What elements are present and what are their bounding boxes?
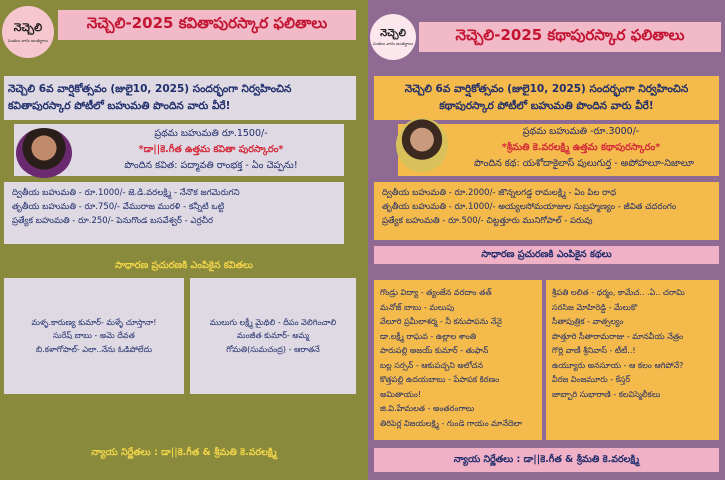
third-prize: తృతీయ బహుమతి - రూ.1000/- అయ్యలసోమయాజుల సుబ్రహ్మణ్యం - జీవిత చదరంగం (382, 202, 677, 212)
winner-photo (396, 118, 448, 172)
intro-line-2: కవితాపురస్కార పోటీలో బహుమతి పొందిన వారు వీరే! (8, 100, 231, 112)
winner-photo (16, 128, 72, 178)
selected-stories-list-2 (546, 280, 719, 440)
intro-line-1: నెచ్చెలి 6వ వార్షికోత్సవం (జులై10, 2025) సందర్భంగా నిర్వహించిన (8, 83, 292, 95)
list-item: ఉయ్యూరు అనసూయ - ఆ కలం ఆగిపోనే? (552, 360, 684, 370)
list-item: గొర్లి వాణీ శ్రీనివాస్ - టీటీ..! (552, 346, 636, 355)
list-item: మంజీత కుమార్- అమ్మ (236, 331, 310, 341)
list-item: సురేష్ బాబు - అమె దేవత (53, 331, 135, 341)
list-item: బల్ల సర్సన్ - ఆకుపచ్చని అలోచన (380, 360, 483, 370)
list-item: జాబ్బారి సుభారాణి - కలవిస్మెలీకలు (552, 389, 661, 399)
story-title: నెచ్చెలి-2025 కథాపురస్కార ఫలితాలు (419, 22, 721, 52)
list-item: తిరిపెర్ల విజయలక్ష్మి - గుండె గాయం మానేదెలా (380, 418, 522, 428)
first-prize-label: ప్రథమ బహుమతి -రూ.3000/- (522, 126, 640, 137)
list-item: ములుగు లక్ష్మీ మైథిలి - దీపం వెలిగించాలి (209, 317, 337, 327)
list-item: సీతాపుత్రిక - వాత్సల్యం (552, 317, 624, 326)
story-intro (374, 76, 719, 120)
list-item: పారుపల్లి అజయ్ కుమార్ - తుఫాన్ (380, 346, 489, 355)
other-prizes (4, 182, 344, 244)
winning-story: పొందిన కథ: యశోదాకైలాస్ పులుగుర్త - అపోహలూ-నిజాలూ (474, 158, 694, 169)
judges-credit: న్యాయ నిర్ణేతలు : డా||కె.గీత & శ్రీమతి కె.వరలక్ష్మి (374, 448, 719, 472)
first-prize-label: ప్రథమ బహుమతి రూ.1500/- (154, 128, 268, 139)
list-item: మనోజ్ బాబు - మలుపు (380, 302, 455, 312)
list-item: సరసిజ మోహిరెడ్డి - మేలుకొ (552, 302, 638, 312)
list-item: పొత్తూరి సీతారామరాజు - మానవీయ నేత్రం (552, 331, 684, 341)
list-item: వేలూరి ప్రమీలాశర్మ - నీ కనుపాపను నేనై (380, 317, 502, 326)
list-item: వీరజ వింజమూరు - కేస్తర్ (552, 375, 631, 384)
special-prize: ప్రత్యేక బహుమతి - రూ.250/- పెనుగొండ బసవేశ్వర్ - ఎర్రచీర (12, 216, 214, 226)
magazine-logo (370, 14, 416, 60)
judges-credit: న్యాయ నిర్ణేతలు : డా||కె.గీత & శ్రీమతి కె.వరలక్ష్మి (91, 447, 277, 458)
magazine-logo (2, 6, 54, 58)
selected-poems-heading: సాధారణ ప్రచురణకి ఎంపికైన కవితలు (115, 260, 253, 271)
logo-name: నెచ్చెలి (13, 20, 43, 34)
intro-line-2: కథాపురస్కార పోటీలో బహుమతి పొందిన వారు వీరే! (439, 100, 654, 112)
third-prize: తృతీయ బహుమతి - రూ.750/- వేమురాజ మురళి - కన్నీటి ఒట్టి (12, 202, 225, 212)
award-name: *శ్రీమతి కె.వరలక్ష్మి ఉత్తమ కథాపురస్కారం* (501, 142, 661, 153)
poetry-title: నెచ్చెలి-2025 కవితాపురస్కార ఫలితాలు (58, 10, 356, 40)
other-prizes (374, 182, 719, 240)
selected-poems-list-2 (190, 278, 356, 394)
list-item: జి.వి.హేమలత - అంతరంగాలు (380, 404, 475, 413)
logo-tagline: వంతుల వారం అంతర్జాలం (7, 37, 49, 43)
list-item: డా.లక్ష్మీ రాఘవ - ఉల్లాల శాంతి (380, 331, 477, 341)
list-item: కొత్తపల్లి ఉదయబాబు - పేపాపక కిరణం అమితాయం! (380, 375, 500, 399)
selected-stories-heading: సాధారణ ప్రచురణకి ఎంపికైన కథలు (374, 246, 719, 264)
poetry-intro (4, 76, 356, 120)
winning-poem: పొందిన కవిత: పద్మావతి రాంభక్త - ఏం చెప్పను! (124, 160, 298, 171)
second-prize: ద్వితీయ బహుమతి - రూ.1000/- జె.డి.వరలక్ష్మి - నేనొక జగమెరుగని (12, 188, 240, 198)
intro-line-1: నెచ్చెలి 6వ వార్షికోత్సవం (జులై10, 2025) సందర్భంగా నిర్వహించిన (404, 83, 689, 95)
list-item: బి.కళాగోపాల్- ఎలా..నేను ఓడిపోలేదు (36, 344, 152, 354)
logo-tagline: వంతుల వారం అంతర్జాలం (372, 41, 414, 46)
selected-poems-list-1 (4, 278, 184, 394)
list-item: మళ్ళ.కారుణ్య కుమార్- మళ్ళే చూస్తానా! (31, 317, 157, 327)
logo-name: నెచ్చెలి (380, 28, 406, 39)
second-prize: ద్వితీయ బహుమతి - రూ.2000/- జొన్నలగడ్డ రామలక్ష్మి - ఏం పిల రాధ (382, 188, 617, 198)
selected-stories-list-1 (374, 280, 542, 440)
special-prize: ప్రత్యేక బహుమతి - రూ.500/- చిట్టత్తూరు మునిగోపాల్ - పరువు (382, 216, 593, 226)
list-item: గొండ్రు విద్యా - త్యంజేన వరదాం తత్ (380, 288, 492, 297)
story-results-panel (368, 0, 725, 480)
award-name: *డా||కె.గీత ఉత్తమ కవితా పురస్కారం* (138, 144, 284, 155)
list-item: శ్రీపతి లలిత - ధర్మం, కామేచ.. .ఏ.. చరామి (552, 288, 685, 297)
list-item: గోమతి(సుమచంద్ర) - ఆరాతనే (226, 344, 320, 354)
